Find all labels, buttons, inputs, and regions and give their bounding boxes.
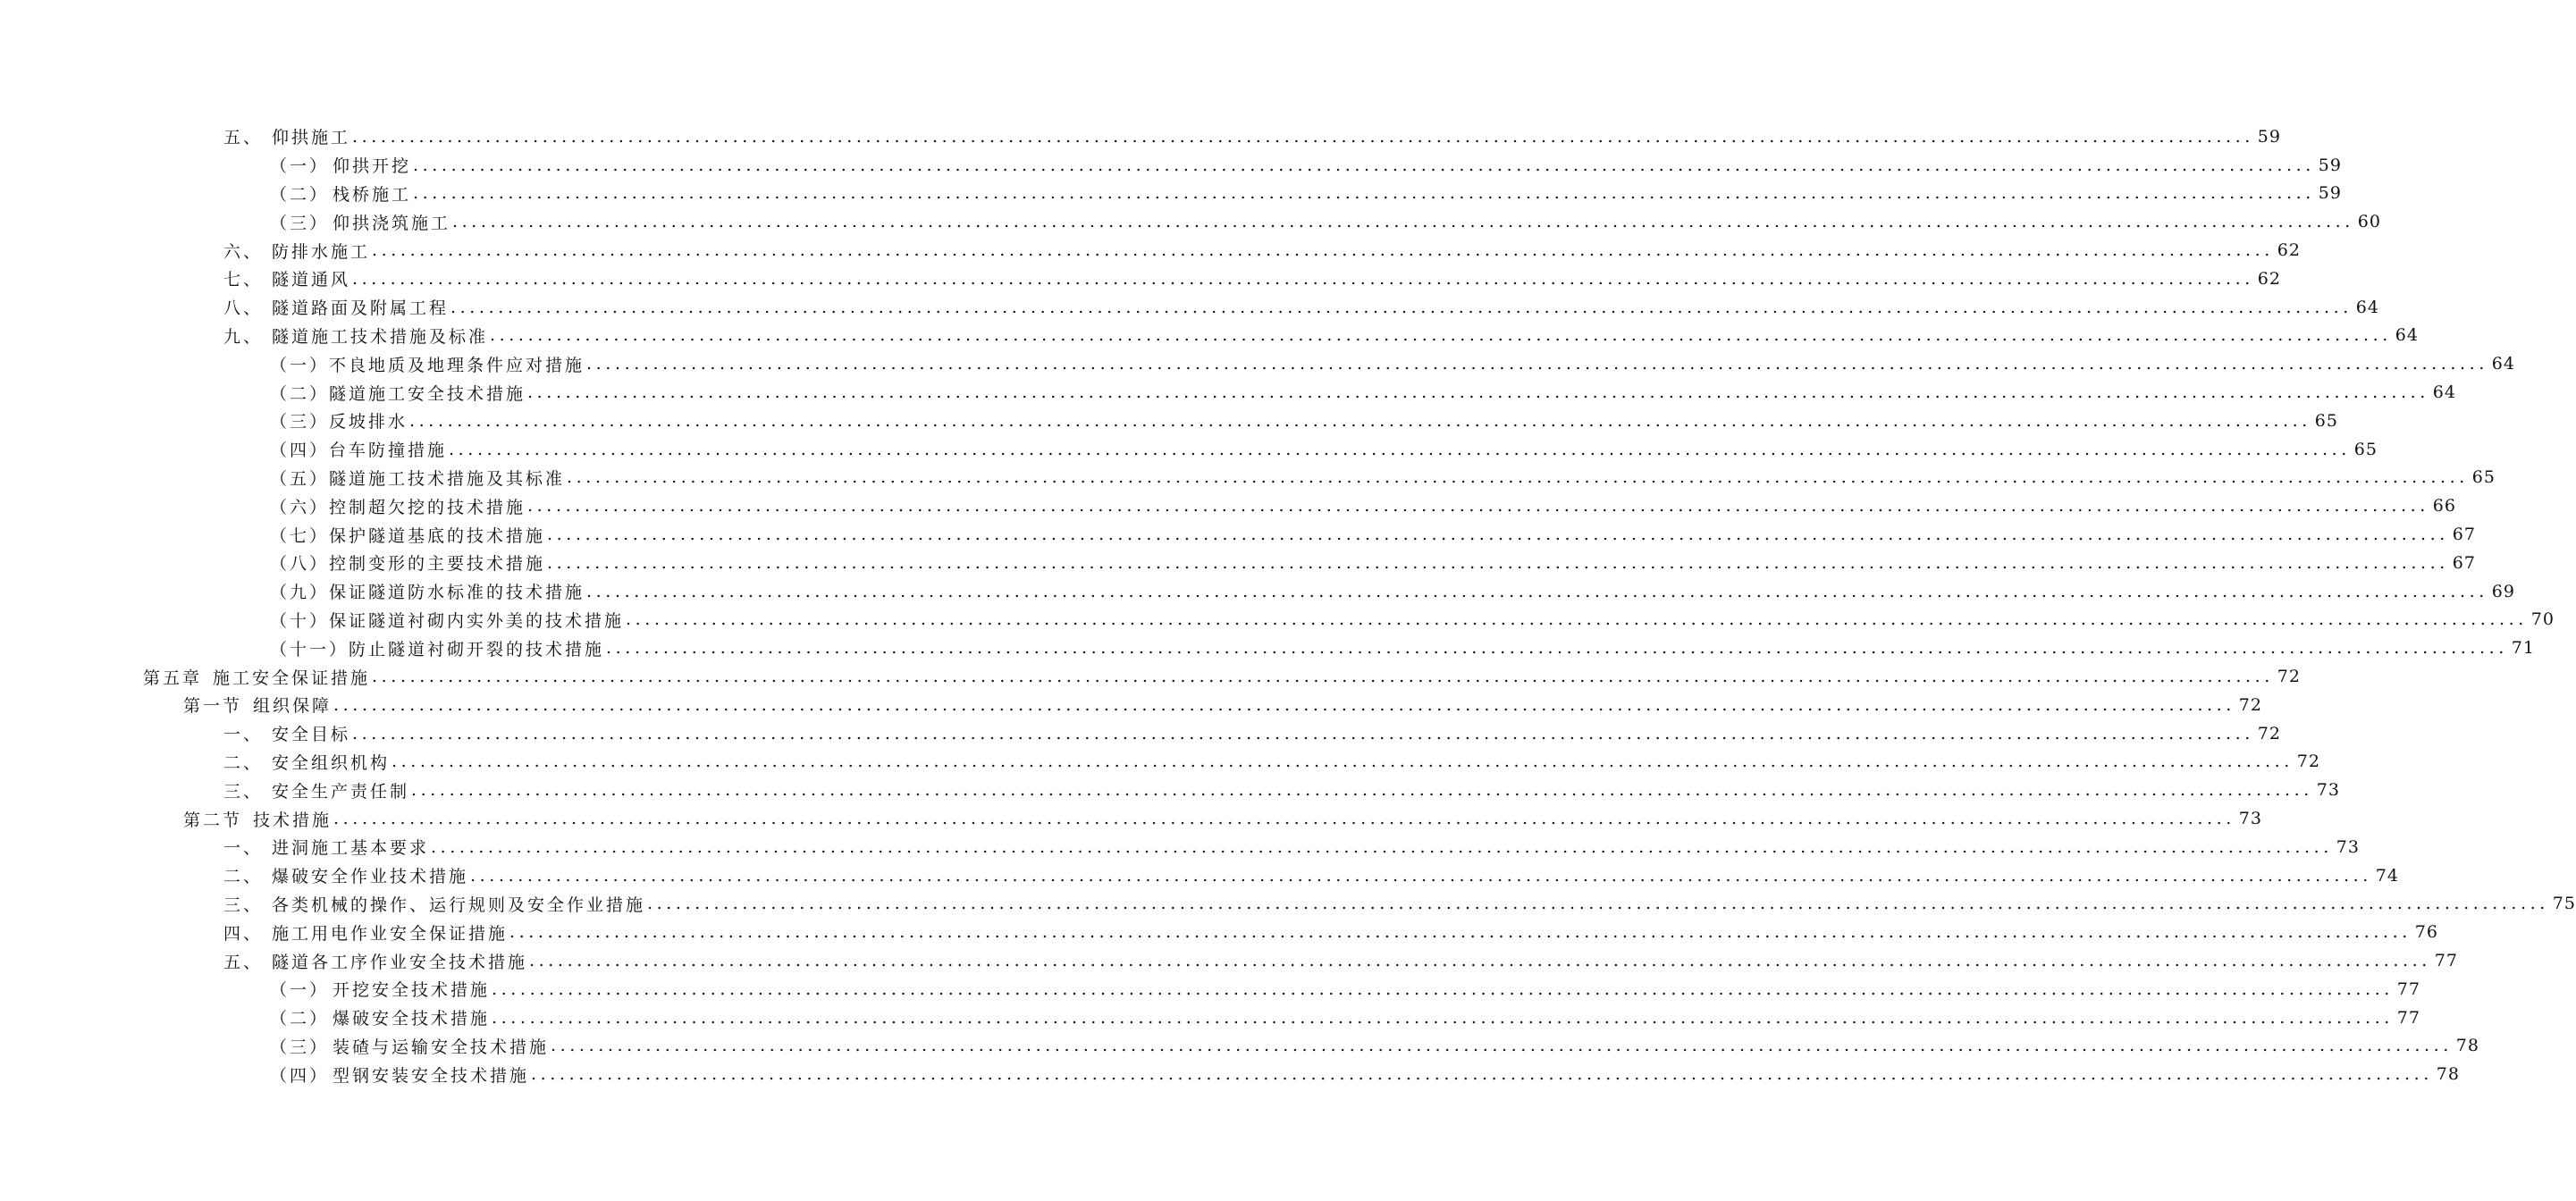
toc-entry-title: 开挖安全技术措施 bbox=[333, 980, 491, 1001]
toc-entry-title: 防排水施工 bbox=[272, 241, 371, 262]
toc-entry-page-number: 72 bbox=[2238, 694, 2262, 715]
toc-entry-page-number: 77 bbox=[2434, 951, 2458, 970]
toc-entry[interactable] bbox=[0, 833, 2360, 861]
toc-entry-title: 安全组织机构 bbox=[272, 752, 391, 773]
table-of-contents bbox=[0, 122, 2576, 1088]
toc-entry-number: 二、 bbox=[223, 752, 264, 773]
toc-entry[interactable] bbox=[0, 918, 2438, 946]
toc-entry-number: （十） bbox=[270, 610, 330, 631]
toc-entry-title: 仰拱开挖 bbox=[333, 156, 412, 177]
toc-dot-leader: ........................................................................................................................................................................................................ bbox=[449, 439, 2351, 459]
toc-entry-page-number: 78 bbox=[2436, 1064, 2460, 1085]
toc-entry-number: （三） bbox=[270, 412, 330, 433]
toc-entry-page-number: 72 bbox=[2257, 723, 2281, 743]
toc-entry-title: 不良地质及地理条件应对措施 bbox=[329, 355, 585, 375]
toc-entry[interactable] bbox=[0, 435, 2378, 464]
toc-entry-page-number: 59 bbox=[2257, 126, 2281, 147]
toc-entry[interactable] bbox=[0, 606, 2555, 634]
toc-entry-number: （三） bbox=[270, 213, 330, 233]
toc-entry-number: 七、 bbox=[223, 270, 264, 290]
toc-entry[interactable] bbox=[0, 349, 2515, 378]
toc-dot-leader: ........................................................................................................................................................................................................ bbox=[527, 382, 2429, 403]
toc-entry-number: 六、 bbox=[223, 241, 264, 262]
toc-entry-number: （六） bbox=[270, 497, 330, 517]
toc-entry-title: 隧道各工序作业安全技术措施 bbox=[272, 952, 528, 972]
toc-entry-page-number: 74 bbox=[2375, 865, 2399, 886]
toc-dot-leader: ........................................................................................................................................................................................................ bbox=[547, 552, 2449, 573]
toc-entry-page-number: 64 bbox=[2432, 382, 2456, 403]
toc-entry-number: 三、 bbox=[223, 894, 264, 915]
toc-entry-number: 第二节 bbox=[183, 810, 243, 830]
toc-dot-leader: ........................................................................................................................................................................................................ bbox=[492, 1007, 2394, 1028]
toc-entry[interactable] bbox=[0, 1032, 2479, 1061]
toc-entry-title: 施工用电作业安全保证措施 bbox=[272, 923, 509, 944]
toc-dot-leader: ........................................................................................................................................................................................................ bbox=[452, 212, 2354, 232]
toc-entry-page-number: 73 bbox=[2336, 836, 2360, 857]
toc-entry[interactable] bbox=[0, 207, 2381, 236]
toc-entry-number: 第一节 bbox=[183, 696, 243, 717]
toc-entry-title: 保护隧道基底的技术措施 bbox=[329, 525, 546, 546]
toc-entry-title: 技术措施 bbox=[253, 810, 333, 830]
toc-dot-leader: ........................................................................................................................................................................................................ bbox=[586, 354, 2488, 374]
toc-entry-page-number: 69 bbox=[2491, 581, 2515, 601]
toc-entry[interactable] bbox=[0, 293, 2379, 322]
toc-entry[interactable] bbox=[0, 151, 2342, 180]
toc-entry-title: 装碴与运输安全技术措施 bbox=[333, 1037, 550, 1057]
toc-entry-page-number: 77 bbox=[2396, 1007, 2420, 1028]
toc-entry[interactable] bbox=[0, 975, 2420, 1004]
toc-entry-page-number: 64 bbox=[2491, 354, 2515, 374]
toc-entry-title: 组织保障 bbox=[253, 696, 333, 717]
toc-entry-page-number: 78 bbox=[2455, 1036, 2479, 1056]
toc-entry-title: 爆破安全技术措施 bbox=[333, 1009, 491, 1029]
toc-dot-leader: ........................................................................................................................................................................................................ bbox=[509, 922, 2412, 943]
toc-entry-number: 第五章 bbox=[143, 668, 203, 688]
toc-entry[interactable] bbox=[0, 662, 2301, 691]
toc-dot-leader: ........................................................................................................................................................................................................ bbox=[529, 951, 2431, 970]
toc-entry-title: 控制变形的主要技术措施 bbox=[329, 554, 546, 575]
toc-entry-page-number: 62 bbox=[2277, 240, 2301, 261]
toc-entry-number: （一） bbox=[270, 156, 330, 177]
toc-dot-leader: ........................................................................................................................................................................................................ bbox=[413, 155, 2315, 175]
toc-entry-title: 隧道路面及附属工程 bbox=[272, 298, 450, 319]
toc-dot-leader: ........................................................................................................................................................................................................ bbox=[352, 723, 2254, 743]
toc-entry[interactable] bbox=[0, 464, 2496, 492]
toc-entry[interactable] bbox=[0, 378, 2456, 407]
toc-dot-leader: ........................................................................................................................................................................................................ bbox=[450, 297, 2353, 317]
toc-entry[interactable] bbox=[0, 520, 2476, 549]
toc-entry-title: 台车防撞措施 bbox=[329, 441, 448, 461]
toc-entry[interactable] bbox=[0, 691, 2262, 719]
toc-entry-number: （四） bbox=[270, 1065, 330, 1086]
toc-dot-leader: ........................................................................................................................................................................................................ bbox=[352, 126, 2254, 147]
toc-entry-page-number: 64 bbox=[2395, 325, 2419, 346]
toc-entry-number: （二） bbox=[270, 1009, 330, 1029]
toc-entry-title: 保证隧道防水标准的技术措施 bbox=[329, 583, 585, 603]
toc-entry[interactable] bbox=[0, 1004, 2420, 1032]
toc-dot-leader: ........................................................................................................................................................................................................ bbox=[391, 752, 2294, 772]
toc-entry-title: 安全目标 bbox=[272, 725, 351, 745]
toc-entry-page-number: 67 bbox=[2452, 525, 2476, 545]
toc-dot-leader: ........................................................................................................................................................................................................ bbox=[531, 1064, 2433, 1085]
toc-entry[interactable] bbox=[0, 265, 2281, 293]
toc-entry-page-number: 65 bbox=[2314, 410, 2338, 431]
toc-entry-number: （九） bbox=[270, 583, 330, 603]
toc-entry[interactable] bbox=[0, 946, 2458, 975]
toc-entry[interactable] bbox=[0, 776, 2340, 804]
toc-dot-leader: ........................................................................................................................................................................................................ bbox=[527, 496, 2429, 517]
toc-dot-leader: ........................................................................................................................................................................................................ bbox=[411, 780, 2313, 801]
toc-entry[interactable] bbox=[0, 1060, 2460, 1088]
toc-entry-title: 仰拱浇筑施工 bbox=[333, 213, 451, 233]
toc-entry-number: （二） bbox=[270, 184, 330, 205]
toc-entry[interactable] bbox=[0, 577, 2515, 606]
toc-entry-page-number: 71 bbox=[2511, 638, 2535, 659]
toc-entry-number: 九、 bbox=[223, 326, 264, 347]
toc-dot-leader: ........................................................................................................................................................................................................ bbox=[372, 240, 2274, 261]
toc-entry-title: 保证隧道衬砌内实外美的技术措施 bbox=[329, 610, 625, 631]
toc-entry[interactable] bbox=[0, 549, 2476, 577]
toc-entry-page-number: 66 bbox=[2432, 496, 2456, 517]
toc-entry-number: 三、 bbox=[223, 781, 264, 802]
toc-entry-page-number: 73 bbox=[2316, 780, 2340, 801]
toc-entry-number: 八、 bbox=[223, 298, 264, 319]
toc-entry-page-number: 65 bbox=[2471, 467, 2496, 488]
toc-entry-title: 隧道施工技术措施及其标准 bbox=[329, 468, 566, 489]
toc-entry-number: （二） bbox=[270, 383, 330, 404]
toc-dot-leader: ........................................................................................................................................................................................................ bbox=[333, 694, 2235, 715]
toc-dot-leader: ........................................................................................................................................................................................................ bbox=[647, 894, 2549, 914]
toc-entry-number: 一、 bbox=[223, 838, 264, 859]
toc-entry-title: 隧道施工安全技术措施 bbox=[329, 383, 526, 404]
toc-entry-page-number: 72 bbox=[2277, 667, 2301, 687]
toc-entry-number: 四、 bbox=[223, 923, 264, 944]
toc-entry-title: 隧道施工技术措施及标准 bbox=[272, 326, 489, 347]
toc-entry[interactable] bbox=[0, 861, 2399, 890]
toc-dot-leader: ........................................................................................................................................................................................................ bbox=[626, 609, 2528, 630]
toc-entry-page-number: 76 bbox=[2414, 922, 2438, 943]
toc-entry-title: 防止隧道衬砌开裂的技术措施 bbox=[349, 639, 605, 659]
toc-entry-number: （七） bbox=[270, 525, 330, 546]
toc-entry-number: （三） bbox=[270, 1037, 330, 1057]
toc-entry-title: 隧道通风 bbox=[272, 270, 351, 290]
toc-dot-leader: ........................................................................................................................................................................................................ bbox=[606, 638, 2508, 659]
toc-dot-leader: ........................................................................................................................................................................................................ bbox=[551, 1036, 2453, 1056]
toc-entry-number: 五、 bbox=[223, 128, 264, 148]
toc-dot-leader: ........................................................................................................................................................................................................ bbox=[372, 667, 2274, 687]
toc-entry-page-number: 65 bbox=[2353, 439, 2378, 459]
toc-entry[interactable] bbox=[0, 890, 2576, 919]
toc-entry[interactable] bbox=[0, 122, 2281, 151]
toc-entry-number: 五、 bbox=[223, 952, 264, 972]
toc-entry-title: 施工安全保证措施 bbox=[213, 668, 371, 688]
toc-entry-title: 反坡排水 bbox=[329, 412, 408, 433]
toc-dot-leader: ........................................................................................................................................................................................................ bbox=[352, 268, 2254, 289]
toc-entry-title: 控制超欠挖的技术措施 bbox=[329, 497, 526, 517]
toc-entry-title: 型钢安装安全技术措施 bbox=[333, 1065, 530, 1086]
toc-dot-leader: ........................................................................................................................................................................................................ bbox=[409, 410, 2311, 431]
toc-dot-leader: ........................................................................................................................................................................................................ bbox=[490, 325, 2392, 346]
toc-entry[interactable] bbox=[0, 491, 2456, 520]
toc-dot-leader: ........................................................................................................................................................................................................ bbox=[547, 525, 2449, 545]
toc-entry-number: （一） bbox=[270, 980, 330, 1001]
toc-entry[interactable] bbox=[0, 322, 2419, 350]
toc-entry-number: （八） bbox=[270, 554, 330, 575]
toc-entry-page-number: 72 bbox=[2296, 752, 2320, 772]
toc-entry-number: （十一） bbox=[270, 639, 349, 659]
toc-entry-page-number: 67 bbox=[2452, 552, 2476, 573]
toc-entry[interactable] bbox=[0, 634, 2535, 662]
toc-dot-leader: ........................................................................................................................................................................................................ bbox=[333, 809, 2235, 829]
toc-entry-title: 栈桥施工 bbox=[333, 184, 412, 205]
toc-entry-page-number: 60 bbox=[2357, 212, 2381, 232]
toc-entry-page-number: 70 bbox=[2530, 609, 2555, 630]
toc-entry[interactable] bbox=[0, 236, 2301, 265]
toc-dot-leader: ........................................................................................................................................................................................................ bbox=[586, 581, 2488, 601]
toc-entry-number: （一） bbox=[270, 355, 330, 375]
toc-entry[interactable] bbox=[0, 407, 2338, 435]
toc-entry-title: 爆破安全作业技术措施 bbox=[272, 867, 469, 887]
toc-dot-leader: ........................................................................................................................................................................................................ bbox=[431, 836, 2333, 857]
toc-entry-number: 一、 bbox=[223, 725, 264, 745]
toc-entry-page-number: 64 bbox=[2355, 297, 2379, 317]
toc-entry-page-number: 59 bbox=[2318, 183, 2342, 204]
toc-entry-page-number: 73 bbox=[2238, 809, 2262, 829]
toc-dot-leader: ........................................................................................................................................................................................................ bbox=[567, 467, 2469, 488]
toc-entry-page-number: 59 bbox=[2318, 155, 2342, 175]
toc-entry-title: 仰拱施工 bbox=[272, 128, 351, 148]
toc-entry[interactable] bbox=[0, 804, 2262, 833]
toc-entry[interactable] bbox=[0, 180, 2342, 208]
toc-entry-number: （五） bbox=[270, 468, 330, 489]
toc-entry-page-number: 75 bbox=[2552, 894, 2576, 914]
toc-dot-leader: ........................................................................................................................................................................................................ bbox=[470, 865, 2372, 886]
toc-entry-page-number: 62 bbox=[2257, 268, 2281, 289]
toc-entry-page-number: 77 bbox=[2396, 978, 2420, 999]
toc-entry-title: 各类机械的操作、运行规则及安全作业措施 bbox=[272, 894, 646, 915]
toc-entry-title: 进洞施工基本要求 bbox=[272, 838, 430, 859]
toc-dot-leader: ........................................................................................................................................................................................................ bbox=[492, 978, 2394, 999]
toc-entry[interactable] bbox=[0, 748, 2320, 777]
toc-entry-number: （四） bbox=[270, 441, 330, 461]
toc-entry[interactable] bbox=[0, 719, 2281, 748]
toc-dot-leader: ........................................................................................................................................................................................................ bbox=[413, 183, 2315, 204]
toc-entry-title: 安全生产责任制 bbox=[272, 781, 410, 802]
toc-entry-number: 二、 bbox=[223, 867, 264, 887]
